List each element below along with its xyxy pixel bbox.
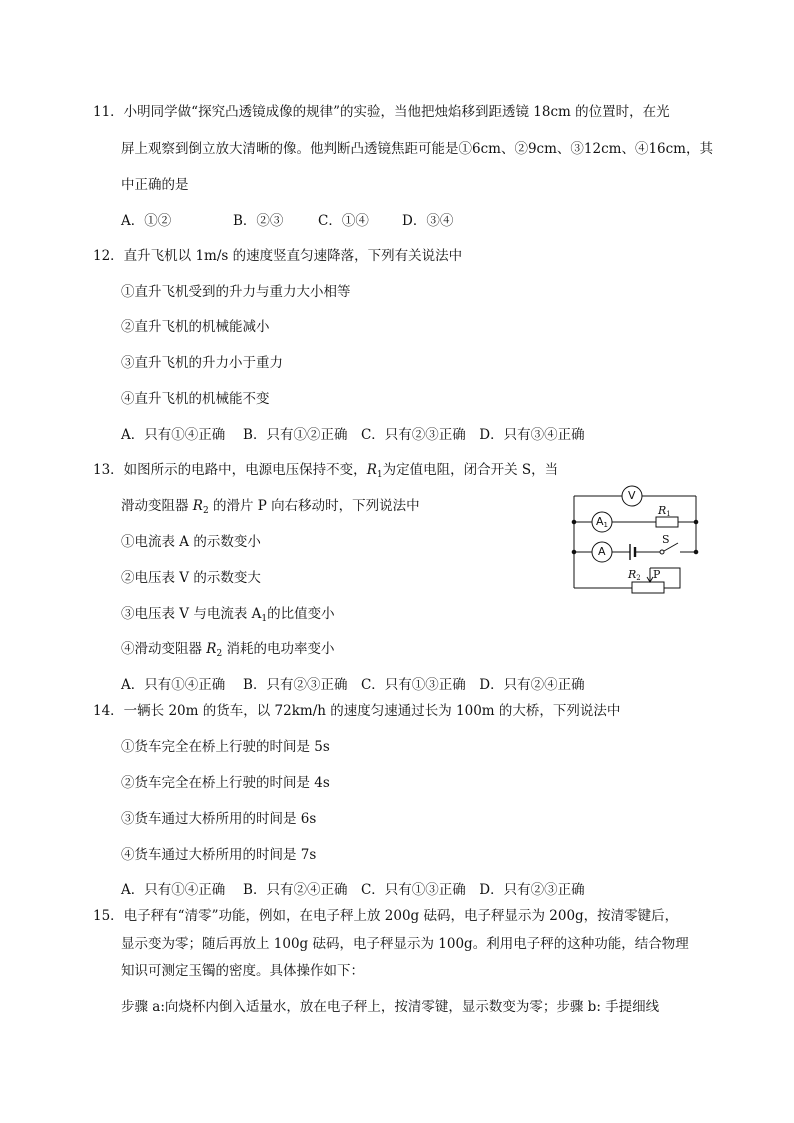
r1-sub: 1	[666, 510, 671, 518]
r2-sub: 2	[636, 574, 641, 582]
q13-stem-a: 13．如图所示的电路中，电源电压保持不变，	[93, 462, 367, 478]
q12-options: A．只有①④正确 B．只有①②正确 C．只有②③正确 D．只有③④正确	[121, 427, 585, 443]
q11-option-d: D．③④	[402, 213, 454, 229]
q13-s4-r: R	[206, 641, 217, 657]
r1-letter: R	[658, 504, 667, 517]
ammeter1-label	[596, 515, 608, 529]
q13-r2-sub: 2	[202, 506, 209, 516]
q13-s3-sub: 1	[261, 614, 268, 624]
q12-statement-1: ①直升飞机受到的升力与重力大小相等	[121, 284, 351, 300]
q13-line2-a: 滑动变阻器	[121, 498, 193, 514]
q15-line-4: 步骤 a:向烧杯内倒入适量水，放在电子秤上，按清零键，显示数变为零；步骤 b: 手提细线	[121, 999, 660, 1015]
q15-line-2: 显示变为零；随后再放上 100g 砝码，电子秤显示为 100g。利用电子秤的这种功能，结合物理	[121, 936, 689, 952]
q11-option-a: A．①②	[121, 213, 172, 229]
q13-s3-b: 的比值变小	[267, 606, 335, 622]
q13-s3-a: ③电压表 V 与电流表 A	[121, 606, 262, 622]
q13-line-2	[121, 497, 420, 520]
junction-right-top	[694, 520, 698, 524]
slider-label: P	[653, 568, 661, 581]
q13-s4-sub: 2	[216, 649, 223, 659]
q14-options: A．只有①④正确 B．只有②④正确 C．只有①③正确 D．只有②③正确	[121, 882, 585, 898]
q12-stem: 12．直升飞机以 1m/s 的速度竖直匀速降落，下列有关说法中	[93, 248, 463, 264]
q13-statement-1: ①电流表 A 的示数变小	[121, 534, 261, 550]
q11-line-1: 11．小明同学做“探究凸透镜成像的规律”的实验，当他把烛焰移到距透镜 18cm 的位置时，在光	[93, 104, 670, 120]
q13-statement-3	[121, 605, 335, 628]
q11-option-c: C．①④	[318, 213, 369, 229]
switch-pivot	[660, 550, 664, 554]
q14-statement-4: ④货车通过大桥所用的时间是 7s	[121, 847, 317, 863]
ammeter1-letter: A	[596, 515, 604, 528]
q13-r2-letter: R	[192, 498, 203, 514]
q13-s4-b: 消耗的电功率变小	[222, 641, 335, 657]
q12-statement-4: ④直升飞机的机械能不变	[121, 391, 270, 407]
q14-statement-1: ①货车完全在桥上行驶的时间是 5s	[121, 739, 330, 755]
q11-line-3: 中正确的是	[121, 177, 189, 193]
r1-label	[658, 504, 671, 518]
q11-line-2: 屏上观察到倒立放大清晰的像。他判断凸透镜焦距可能是①6cm、②9cm、③12cm、④16cm，其	[121, 141, 713, 157]
r2-letter: R	[628, 568, 637, 581]
voltmeter-label: V	[628, 489, 636, 502]
q13-r1-sub: 1	[376, 470, 383, 480]
q13-stem-b: 为定值电阻，闭合开关 S，当	[382, 462, 559, 478]
junction-left-bottom	[572, 550, 576, 554]
q15-line-3: 知识可测定玉镯的密度。具体操作如下：	[121, 963, 364, 979]
q13-statement-4	[121, 640, 335, 663]
switch-label: S	[662, 533, 670, 546]
junction-right-bottom	[694, 550, 698, 554]
r1-resistor	[656, 517, 678, 527]
q14-stem: 14．一辆长 20m 的货车，以 72km/h 的速度匀速通过长为 100m 的大桥，下列说法中	[93, 703, 621, 719]
r2-label	[628, 568, 641, 582]
q11-option-b: B．②③	[233, 213, 284, 229]
q13-options: A．只有①④正确 B．只有②③正确 C．只有①③正确 D．只有②④正确	[121, 677, 585, 693]
q13-stem	[93, 461, 558, 484]
r2-rheostat	[632, 582, 664, 593]
q13-r1-letter: R	[366, 462, 377, 478]
circuit-diagram	[568, 484, 700, 594]
q13-s4-a: ④滑动变阻器	[121, 641, 207, 657]
q15-line-1: 15．电子秤有“清零”功能，例如，在电子秤上放 200g 砝码，电子秤显示为 200g，按清零键后，	[93, 908, 679, 924]
q12-statement-2: ②直升飞机的机械能减小	[121, 319, 270, 335]
q12-statement-3: ③直升飞机的升力小于重力	[121, 355, 283, 371]
ammeter1-sub: 1	[603, 521, 608, 529]
ammeter-label: A	[598, 545, 606, 558]
q13-statement-2: ②电压表 V 的示数变大	[121, 570, 261, 586]
q13-line2-b: 的滑片 P 向右移动时，下列说法中	[208, 498, 420, 514]
junction-left-top	[572, 520, 576, 524]
q14-statement-3: ③货车通过大桥所用的时间是 6s	[121, 811, 317, 827]
q14-statement-2: ②货车完全在桥上行驶的时间是 4s	[121, 775, 330, 791]
